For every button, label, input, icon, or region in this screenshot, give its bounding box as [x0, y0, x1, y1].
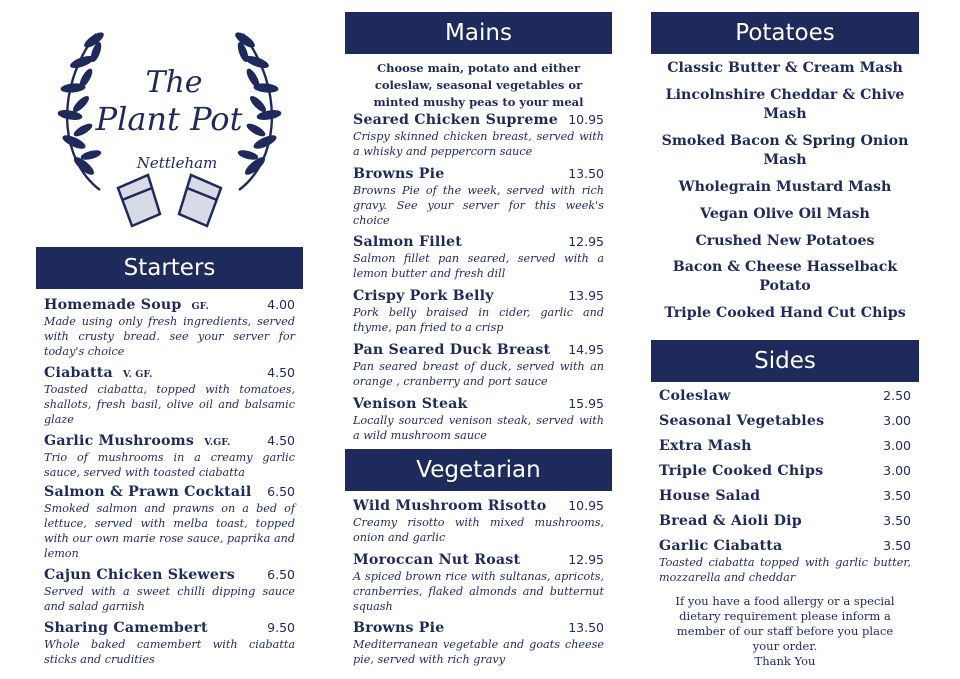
- potato-option: Lincolnshire Cheddar & Chive Mash: [665, 87, 905, 122]
- potato-option: Triple Cooked Hand Cut Chips: [664, 305, 906, 321]
- side-item: [659, 513, 911, 529]
- potato-option: Smoked Bacon & Spring Onion Mash: [661, 133, 909, 168]
- item-price: 9.50: [267, 620, 295, 635]
- item-price: 10.95: [568, 112, 604, 127]
- potato-option: Classic Butter & Cream Mash: [667, 60, 903, 76]
- item-name: Venison Steak: [353, 396, 468, 412]
- item-name: Wild Mushroom Risotto: [353, 498, 547, 514]
- item-name: Bread & Aioli Dip: [659, 513, 802, 529]
- menu-item: [44, 294, 295, 359]
- mains-banner: [345, 12, 612, 54]
- item-price: 13.50: [568, 620, 604, 635]
- item-name: House Salad: [659, 488, 761, 504]
- item-name: Seared Chicken Supreme: [353, 112, 558, 128]
- item-price: 6.50: [267, 484, 295, 499]
- potatoes-banner: [651, 12, 919, 54]
- side-item: [659, 463, 911, 479]
- menu-item: [353, 166, 604, 228]
- item-price: 3.00: [883, 413, 911, 428]
- menu-item: [44, 484, 295, 561]
- item-price: 12.95: [568, 234, 604, 249]
- menu-item: [44, 620, 295, 667]
- item-name: Cajun Chicken Skewers: [44, 567, 235, 583]
- sides-title: Sides: [754, 348, 816, 374]
- item-description: Pork belly braised in cider, garlic and thyme, pan fried to a crisp: [353, 306, 604, 334]
- item-description: Whole baked camembert with ciabatta sticks and crudities: [44, 638, 295, 666]
- item-price: 12.95: [568, 552, 604, 567]
- item-price: 4.00: [267, 297, 295, 312]
- item-name: Crispy Pork Belly: [353, 288, 494, 304]
- item-name: Triple Cooked Chips: [659, 463, 824, 479]
- item-description: Creamy risotto with mixed mushrooms, onion and garlic: [353, 516, 604, 544]
- allergy-note-line: If you have a food allergy or a special: [675, 594, 895, 608]
- item-name: Moroccan Nut Roast: [353, 552, 521, 568]
- item-name: Seasonal Vegetables: [659, 413, 825, 429]
- item-name: Salmon & Prawn Cocktail: [44, 484, 252, 500]
- item-description: Toasted ciabatta topped with garlic butter, mozzarella and cheddar: [659, 556, 911, 584]
- item-description: Locally sourced venison steak, served with a wild mushroom sauce: [353, 414, 604, 442]
- allergy-note: [665, 594, 905, 669]
- item-name: Garlic Mushrooms: [44, 433, 195, 449]
- item-price: 15.95: [568, 396, 604, 411]
- menu-item: [44, 362, 295, 427]
- item-description: Mediterranean vegetable and goats cheese pie, served with rich gravy: [353, 638, 604, 666]
- item-description: Toasted ciabatta, topped with tomatoes, shallots, fresh basil, olive oil and balsamic glaze: [44, 383, 295, 426]
- menu-item: [353, 552, 604, 614]
- dietary-tag: GF.: [191, 301, 209, 312]
- item-description: Served with a sweet chilli dipping sauce and salad garnish: [44, 585, 295, 613]
- starters-banner: [36, 247, 303, 289]
- item-price: 4.50: [267, 433, 295, 448]
- menu-item: [353, 112, 604, 159]
- item-name: Sharing Camembert: [44, 620, 208, 636]
- logo-line-1: The: [145, 65, 203, 100]
- item-name: Salmon Fillet: [353, 234, 462, 250]
- item-price: 2.50: [883, 388, 911, 403]
- thank-you-text: Thank You: [754, 654, 816, 668]
- menu-item: [353, 620, 604, 667]
- allergy-note-line: dietary requirement please inform a: [679, 609, 891, 623]
- item-description: A spiced brown rice with sultanas, apricots, cranberries, flaked almonds and butternut squash: [353, 570, 604, 613]
- vegetarian-banner: [345, 449, 612, 491]
- side-item: [659, 388, 911, 404]
- item-name: Coleslaw: [659, 388, 731, 404]
- item-price: 13.95: [568, 288, 604, 303]
- potato-option: Vegan Olive Oil Mash: [700, 206, 870, 222]
- menu-item: [353, 342, 604, 389]
- item-name: Ciabatta: [44, 365, 113, 381]
- item-name: Garlic Ciabatta: [659, 538, 783, 554]
- dietary-tag: V. GF.: [122, 369, 153, 380]
- logo: [36, 0, 303, 240]
- allergy-note-line: member of our staff before you place: [676, 624, 894, 638]
- side-item: [659, 538, 911, 585]
- item-price: 3.00: [883, 438, 911, 453]
- menu-item: [44, 430, 295, 480]
- starters-title: Starters: [123, 255, 216, 281]
- sides-banner: [651, 340, 919, 382]
- item-price: 3.50: [883, 538, 911, 553]
- item-name: Browns Pie: [353, 166, 445, 182]
- logo-line-3: Nettleham: [136, 154, 218, 172]
- item-price: 13.50: [568, 166, 604, 181]
- item-description: Salmon fillet pan seared, served with a lemon butter and fresh dill: [353, 252, 604, 280]
- item-name: Extra Mash: [659, 438, 752, 454]
- item-description: Crispy skinned chicken breast, served with a whisky and peppercorn sauce: [353, 130, 604, 158]
- item-description: Pan seared breast of duck, served with an orange , cranberry and port sauce: [353, 360, 604, 388]
- menu-item: [353, 234, 604, 281]
- item-price: 6.50: [267, 567, 295, 582]
- menu-item: [353, 498, 604, 545]
- menu-item: [353, 288, 604, 335]
- potato-option: Crushed New Potatoes: [695, 233, 875, 249]
- potato-option: Bacon & Cheese Hasselback Potato: [672, 259, 898, 294]
- menu-item: [44, 567, 295, 614]
- item-price: 3.50: [883, 488, 911, 503]
- menu-item: [353, 396, 604, 443]
- allergy-note-line: your order.: [752, 639, 818, 653]
- item-name: Homemade Soup: [44, 297, 182, 313]
- potatoes-title: Potatoes: [735, 20, 835, 46]
- item-price: 10.95: [568, 498, 604, 513]
- item-description: Browns Pie of the week, served with rich gravy. See your server for this week's choice: [353, 184, 604, 227]
- item-price: 4.50: [267, 365, 295, 380]
- item-name: Browns Pie: [353, 620, 445, 636]
- item-description: Smoked salmon and prawns on a bed of lettuce, served with melba toast, topped with our own marie rose sauce, paprika and lemon: [44, 502, 295, 560]
- mains-intro: Choose main, potato and either coleslaw, seasonal vegetables or minted mushy peas to your meal: [373, 61, 584, 109]
- item-name: Pan Seared Duck Breast: [353, 342, 551, 358]
- item-price: 3.00: [883, 463, 911, 478]
- item-price: 3.50: [883, 513, 911, 528]
- plant-pot-icon: [118, 175, 221, 226]
- vegetarian-title: Vegetarian: [416, 457, 541, 483]
- item-description: Trio of mushrooms in a creamy garlic sauce, served with toasted ciabatta: [44, 451, 295, 479]
- item-description: Made using only fresh ingredients, served with crusty bread. see your server for today's choice: [44, 315, 295, 358]
- mains-title: Mains: [445, 20, 512, 46]
- dietary-tag: V.GF.: [204, 437, 231, 448]
- logo-line-2: Plant Pot: [95, 100, 243, 138]
- potato-option: Wholegrain Mustard Mash: [678, 179, 892, 195]
- side-item: [659, 488, 911, 504]
- side-item: [659, 438, 911, 454]
- side-item: [659, 413, 911, 429]
- item-price: 14.95: [568, 342, 604, 357]
